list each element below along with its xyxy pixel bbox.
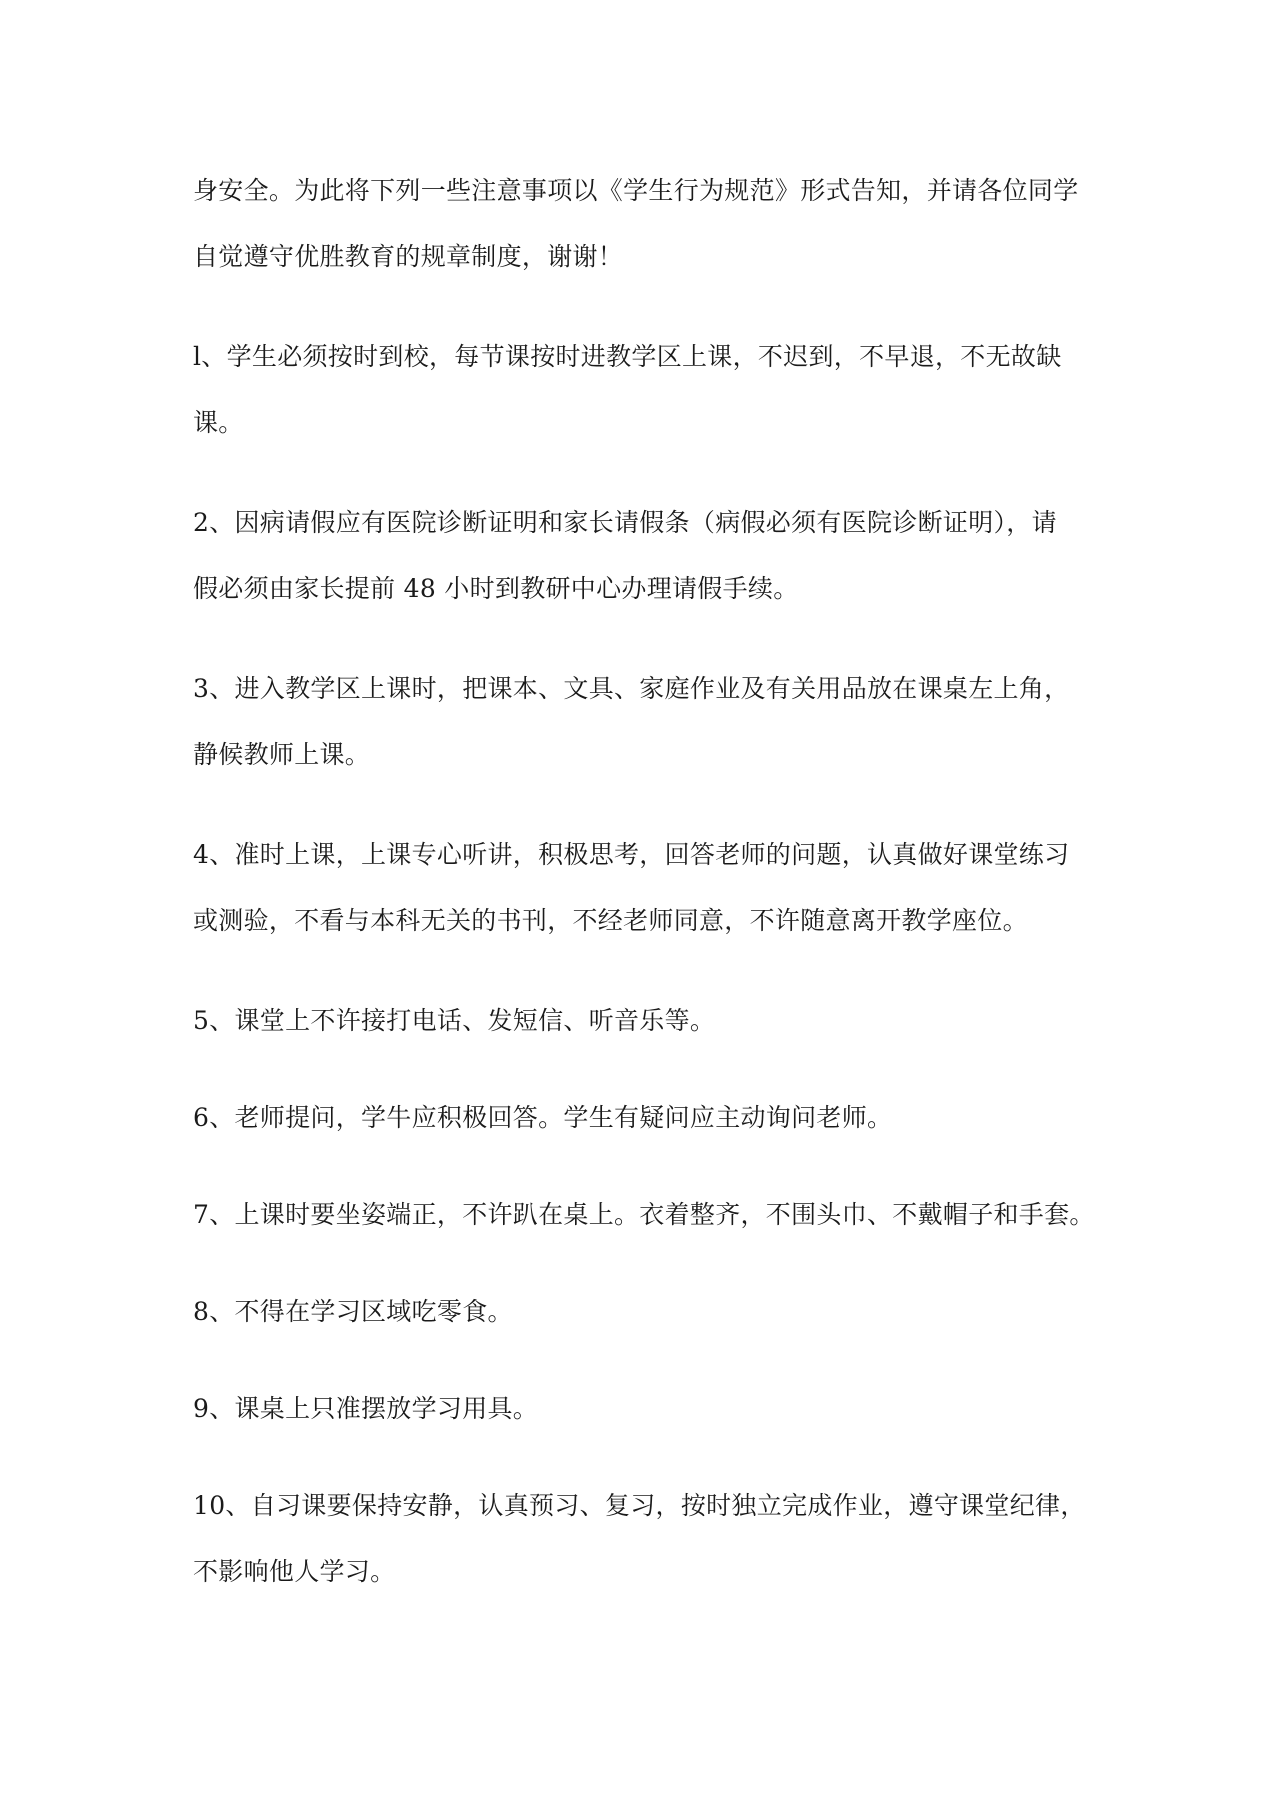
text-line: 4、准时上课，上课专心听讲，积极思考，回答老师的问题，认真做好课堂练习 [193,840,1070,869]
text-line: 静候教师上课。 [193,740,371,769]
text-line: 2、因病请假应有医院诊断证明和家长请假条（病假必须有医院诊断证明），请 [193,508,1057,537]
text-line: 身安全。为此将下列一些注意事项以《学生行为规范》形式告知，并请各位同学 [193,176,1079,205]
text-line: 6、老师提问，学牛应积极回答。学生有疑问应主动询问老师。 [193,1103,893,1132]
text-line: l、学生必须按时到校，每节课按时进教学区上课，不迟到，不早退，不无故缺 [193,342,1062,371]
paragraph-rule-1 [193,324,1093,456]
paragraph-intro [193,158,1093,290]
paragraph-rule-3 [193,656,1093,788]
text-line: 3、进入教学区上课时，把课本、文具、家庭作业及有关用品放在课桌左上角， [193,674,1070,703]
paragraph-rule-4 [193,822,1093,954]
text-line: 自觉遵守优胜教育的规章制度，谢谢！ [193,242,624,271]
text-line: 10、自习课要保持安静，认真预习、复习，按时独立完成作业，遵守课堂纪律， [193,1491,1086,1520]
paragraph-rule-2 [193,490,1093,622]
text-line: 5、课堂上不许接打电话、发短信、听音乐等。 [193,1006,716,1035]
paragraph-rule-10 [193,1473,1093,1605]
paragraph-rule-8 [193,1279,1093,1345]
text-line: 不影响他人学习。 [193,1557,396,1586]
text-line: 9、课桌上只准摆放学习用具。 [193,1394,539,1423]
text-line: 课。 [193,408,244,437]
paragraph-rule-9 [193,1376,1093,1442]
text-line: 8、不得在学习区域吃零食。 [193,1297,513,1326]
text-line: 或测验，不看与本科无关的书刊，不经老师同意，不许随意离开教学座位。 [193,906,1028,935]
text-line: 7、上课时要坐姿端正，不许趴在桌上。衣着整齐，不围头巾、不戴帽子和手套。 [193,1200,1095,1229]
paragraph-rule-6 [193,1085,1093,1151]
text-line: 假必须由家长提前 48 小时到教研中心办理请假手续。 [193,574,799,603]
paragraph-rule-5 [193,988,1093,1054]
paragraph-rule-7 [193,1182,1093,1248]
